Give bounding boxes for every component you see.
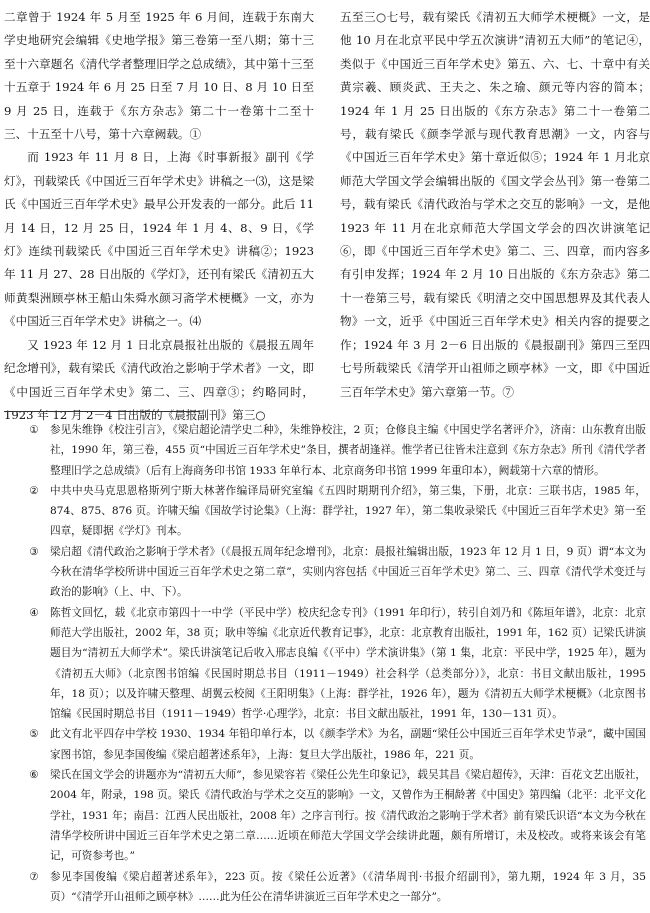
body-paragraph: 五至三○七号，载有梁氏《清初五大师学术梗概》一文，是他 10 月在北京平民中学五次演讲“清初五大师”的笔记④，类似于《中国近三百年学术史》第五、六、七、十章中有关黄宗羲、顾炎武、王夫之、朱之瑜、颜元等内容的简本；1924 年 1 月 25 日出版的《东方杂志》第二十一卷第二号，载有梁氏《颜李学派与现代教育思潮》一文，内容与《中国近三百年学术史》第十章近似⑤；1924 年 1 月北京师范大学国文学会编辑出版的《国文学会丛刊》第一卷第二号，载有梁氏《清代政治与学术之交互的影响》一文，是他 1923 年 11 月在北京师范大学国文学会的四次讲演笔记⑥，即《中国近三百年学术史》第二、三、四章，而内容多有引申发挥；1924 年 2 月 10 日出版的《东方杂志》第二十一卷第三号，载有梁氏《明清之交中国思想界及其代表人物》一文，近乎《中国近三百年学术史》相关内容的提要之作；1924 年 3 月 2－6 日出版的《晨报副刊》第四三至四七号所载梁氏《清学开山祖师之顾亭林》一文，即《中国近三百年学术史》第六章第一节。⑦ (340, 10, 650, 399)
body-column-left (4, 6, 314, 427)
footnote-text: 梁氏在国文学会的讲题亦为“清初五大师”，参见梁容若《梁任公先生印象记》，载吴其昌《梁启超传》，天津：百花文艺出版社，2004 年，附录，198 页。梁氏《清代政治与学术之交互的影响》一文，又曾作为王桐龄著《中国史》第四编（北平：北平文化学社，1931 年；南昌：江西人民出版社，2008 年）之序言刊行。按《清代政治之影响于学术者》前有梁氏识语“本文为今秋在清华学校所讲中国近三百年学术史之第二章……近顷在师范大学国文学会续讲此题，颇有所增订，未及校改。或将来该会有笔记，可资参考也。” (50, 769, 646, 863)
footnote-text: 陈哲文回忆，载《北京市第四十一中学（平民中学）校庆纪念专刊》（1991 年印行），转引自刘乃和《陈垣年谱》，北京：北京师范大学出版社，2002 年，38 页；耿申等编《北京近代教育记事》，北京：北京教育出版社，1991 年，162 页）记梁氏讲演题目为“清初五大师学术”。梁氏讲演笔记后收入邢志良编《（平中）学术演讲集》（第 1 集，北京：平民中学，1925 年），题为《清初五大师》（北京图书馆编《民国时期总书目（1911－1949）社会科学（总类部分）》，北京：书目文献出版社，1995 年，18 页）；以及许啸天整理、胡翼云校阅《王阳明集》（上海：群学社，1926 年），题为《清初五大师学术梗概》（北京图书馆编《民国时期总书目（1911－1949）哲学·心理学》，北京：书目文献出版社，1991 年，130－131 页）。 (50, 606, 646, 721)
body-paragraph: 而 1923 年 11 月 8 日，上海《时事新报》副刊《学灯》，刊载梁氏《中国近三百年学术史》讲稿之一⑶，这是梁氏《中国近三百年学术史》最早公开发表的一部分。此后 11 月 14 日，12 月 25 日，1924 年 1 月 4、8、9 日，《学灯》连续刊载梁氏《中国近三百年学术史》讲稿②；1923 年 11 月 27、28 日出版的《学灯》，还刊有梁氏《清初五大师黄梨洲顾亭林王船山朱舜水颜习斋学术梗概》一文，亦为《中国近三百年学术史》讲稿之一。⑷ (4, 150, 314, 329)
footnote-item (4, 603, 646, 725)
footnote-item (4, 765, 646, 866)
body-column-right (340, 6, 650, 404)
footnote-marker: ③ (29, 545, 39, 558)
footnote-marker: ① (29, 424, 39, 436)
body-paragraph: 二章曾于 1924 年 5 月至 1925 年 6 月间，连载于东南大学史地研究会编辑《史地学报》第三卷第一至八期；第十三至十六章题名《清代学者整理旧学之总成绩》，其中第十三至十五章于 1924 年 6 月 25 日至 7 月 10 日、8 月 10 日至 9 月 25 日，连载于《东方杂志》第二十一卷第十二至十三、十五至十八号，第十六章阙载。① (4, 10, 314, 142)
footnote-item (4, 867, 646, 908)
footnote-marker: ⑥ (29, 769, 39, 782)
footnote-separator (4, 411, 200, 412)
footnote-text: 参见朱维铮《校注引言》，《梁启超论清学史二种》，朱维铮校注，2 页；仓修良主编《中国史学名著评介》，济南：山东教育出版社，1990 年，第三卷，455 页“中国近三百年学术史”条目，撰者胡逢祥。惟学者已往皆未注意到《东方杂志》所刊《清代学者整理旧学之总成绩》（后有上海商务印书馆 1933 年单行本、北京商务印书馆 1999 年重印本），阙载第十六章的情形。 (50, 424, 646, 477)
footnote-item (4, 481, 646, 542)
body-paragraph: 又 1923 年 12 月 1 日北京晨报社出版的《晨报五周年纪念增刊》，载有梁氏《清代政治之影响于学术者》一文，即《中国近三百年学术史》第二、三、四章③；约略同时，1923 年 12 月 2－4 日出版的《晨报副刊》第三○ (4, 337, 314, 422)
footnote-marker: ⑤ (29, 728, 39, 741)
footnote-item (4, 420, 646, 481)
footnote-text: 梁启超《清代政治之影响于学术者》（《晨报五周年纪念增刊》，北京：晨报社编辑出版，1923 年 12 月 1 日，9 页）谓“本文为今秋在清华学校所讲中国近三百年学术史之第二章”，实则内容包括《中国近三百年学术史》第二、三、四章《清代学术变迁与政治的影响》（上、中、下）。 (50, 545, 646, 599)
footnote-item (4, 542, 646, 603)
footnote-marker: ② (29, 484, 39, 497)
footnote-item (4, 724, 646, 765)
footnote-text: 此文有北平四存中学校 1930、1934 年铅印单行本，以《颜李学术》为名，副题“梁任公中国近三百年学术史节录”，藏中国国家图书馆，参见李国俊编《梁启超著述系年》，上海：复旦大学出版社，1986 年，221 页。 (50, 728, 646, 761)
footnote-marker: ⑦ (29, 870, 39, 883)
footnote-text: 中共中央马克思恩格斯列宁斯大林著作编译局研究室编《五四时期期刊介绍》，第三集，下册，北京：三联书店，1985 年，874、875、876 页。许啸天编《国故学讨论集》（上海：群学社，1927 年），第二集收录梁氏《中国近三百年学术史》第一至四章，疑即据《学灯》刊本。 (50, 484, 646, 538)
footnote-text: 参见李国俊编《梁启超著述系年》，223 页。按《梁任公近著》（《清华周刊·书报介绍副刊》，第九期，1924 年 3 月，35 页）“《清学开山祖师之顾亭林》……此为任公在清华讲演近三百年学术史之一部分”。 (50, 870, 646, 903)
footnote-marker: ④ (29, 606, 39, 619)
footnotes (4, 420, 646, 907)
